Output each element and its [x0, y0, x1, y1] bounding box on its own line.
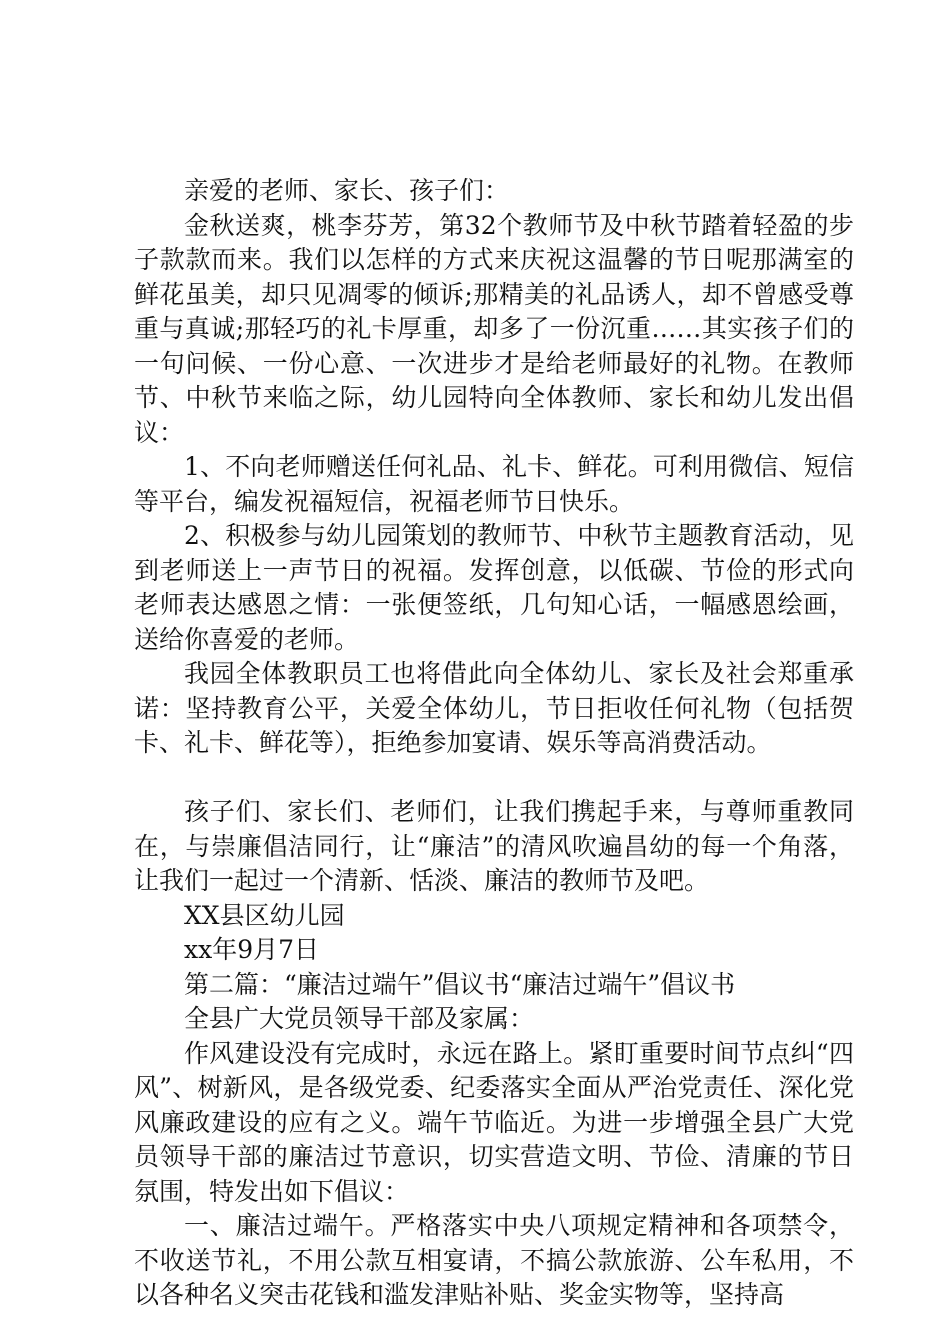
paragraph-commitment: 我园全体教职员工也将借此向全体幼儿、家长及社会郑重承诺：坚持教育公平，关爱全体幼儿，节日拒收任何礼物（包括贺卡、礼卡、鲜花等），拒绝参加宴请、娱乐等高消费活动。: [134, 659, 854, 757]
signature-date: xx年9月7日: [184, 935, 320, 964]
section-paragraph-intro: 作风建设没有完成时，永远在路上。紧盯重要时间节点纠“四风”、树新风，是各级党委、纪委落实全面从严治党责任、深化党风廉政建设的应有之义。端午节临近。为进一步增强全县广大党员领导干部的廉洁过节意识，切实营造文明、节俭、清廉的节日氛围，特发出如下倡议：: [134, 1038, 854, 1206]
signature-organization: XX县区幼儿园: [184, 900, 345, 930]
paragraph-closing: 孩子们、家长们、老师们，让我们携起手来，与尊师重教同在，与崇廉倡洁同行，让“廉洁”的清风吹遍昌幼的每一个角落，让我们一起过一个清新、恬淡、廉洁的教师节及吧。: [134, 797, 854, 895]
paragraph-intro: 金秋送爽，桃李芬芳，第32个教师节及中秋节踏着轻盈的步子款款而来。我们以怎样的方式来庆祝这温馨的节日呢那满室的鲜花虽美，却只见凋零的倾诉;那精美的礼品诱人，却不曾感受尊重与真诚;那轻巧的礼卡厚重，却多了一份沉重……其实孩子们的一句问候、一份心意、一次进步才是给老师最好的礼物。在教师节、中秋节来临之际，幼儿园特向全体教师、家长和幼儿发出倡议：: [134, 210, 854, 447]
section-heading: 第二篇：“廉洁过端午”倡议书“廉洁过端午”倡议书: [184, 969, 736, 999]
proposal-item-1: 1、不向老师赠送任何礼品、礼卡、鲜花。可利用微信、短信等平台，编发祝福短信，祝福老师节日快乐。: [134, 452, 854, 516]
section-salutation: 全县广大党员领导干部及家属：: [184, 1004, 535, 1033]
document-body: [134, 174, 854, 1313]
section-item-1: 一、廉洁过端午。严格落实中央八项规定精神和各项禁令，不收送节礼，不用公款互相宴请，不搞公款旅游、公车私用，不以各种名义突击花钱和滥发津贴补贴、奖金实物等，坚持高: [134, 1211, 854, 1309]
proposal-item-2: 2、积极参与幼儿园策划的教师节、中秋节主题教育活动，见到老师送上一声节日的祝福。发挥创意，以低碳、节俭的形式向老师表达感恩之情：一张便签纸，几句知心话，一幅感恩绘画，送给你喜爱的老师。: [134, 521, 854, 654]
salutation: 亲爱的老师、家长、孩子们：: [184, 176, 510, 205]
blank-line: [134, 761, 854, 796]
